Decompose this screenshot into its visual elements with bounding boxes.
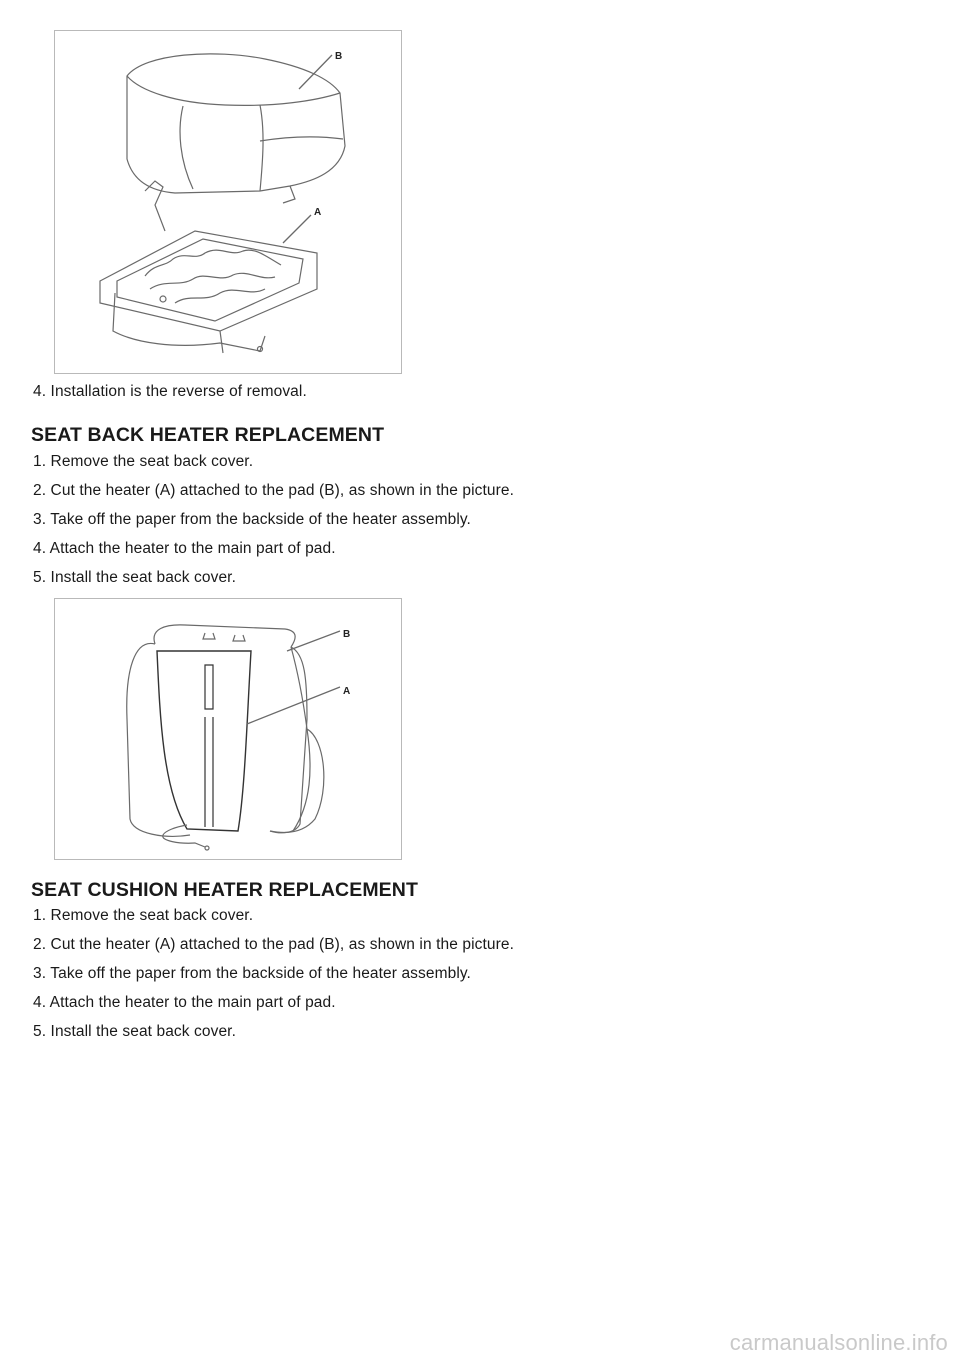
label-a: A [343,686,351,697]
seat-back-figure [54,598,402,860]
seat-back-illustration [55,599,401,859]
seat-back-step-3: 3. Take off the paper from the backside of the heater assembly. [33,511,471,528]
seat-cushion-heading: SEAT CUSHION HEATER REPLACEMENT [31,879,418,901]
seat-cushion-step-1: 1. Remove the seat back cover. [33,907,254,924]
seat-cushion-step-3: 3. Take off the paper from the backside of the heater assembly. [33,965,471,982]
seat-back-step-4: 4. Attach the heater to the main part of pad. [33,540,336,557]
seat-cushion-step-4: 4. Attach the heater to the main part of pad. [33,994,336,1011]
seat-back-heading: SEAT BACK HEATER REPLACEMENT [31,424,385,446]
installation-step: 4. Installation is the reverse of removal. [33,383,307,400]
seat-back-step-1: 1. Remove the seat back cover. [33,453,254,470]
seat-cushion-illustration [55,31,401,373]
seat-back-step-5: 5. Install the seat back cover. [33,569,236,586]
seat-cushion-figure [54,30,402,374]
label-a: A [314,207,322,218]
seat-cushion-step-2: 2. Cut the heater (A) attached to the pad (B), as shown in the picture. [33,936,514,953]
watermark: carmanualsonline.info [729,1330,948,1355]
label-b: B [343,629,351,640]
label-b: B [335,51,343,62]
seat-back-step-2: 2. Cut the heater (A) attached to the pad (B), as shown in the picture. [33,482,514,499]
seat-cushion-step-5: 5. Install the seat back cover. [33,1023,236,1040]
